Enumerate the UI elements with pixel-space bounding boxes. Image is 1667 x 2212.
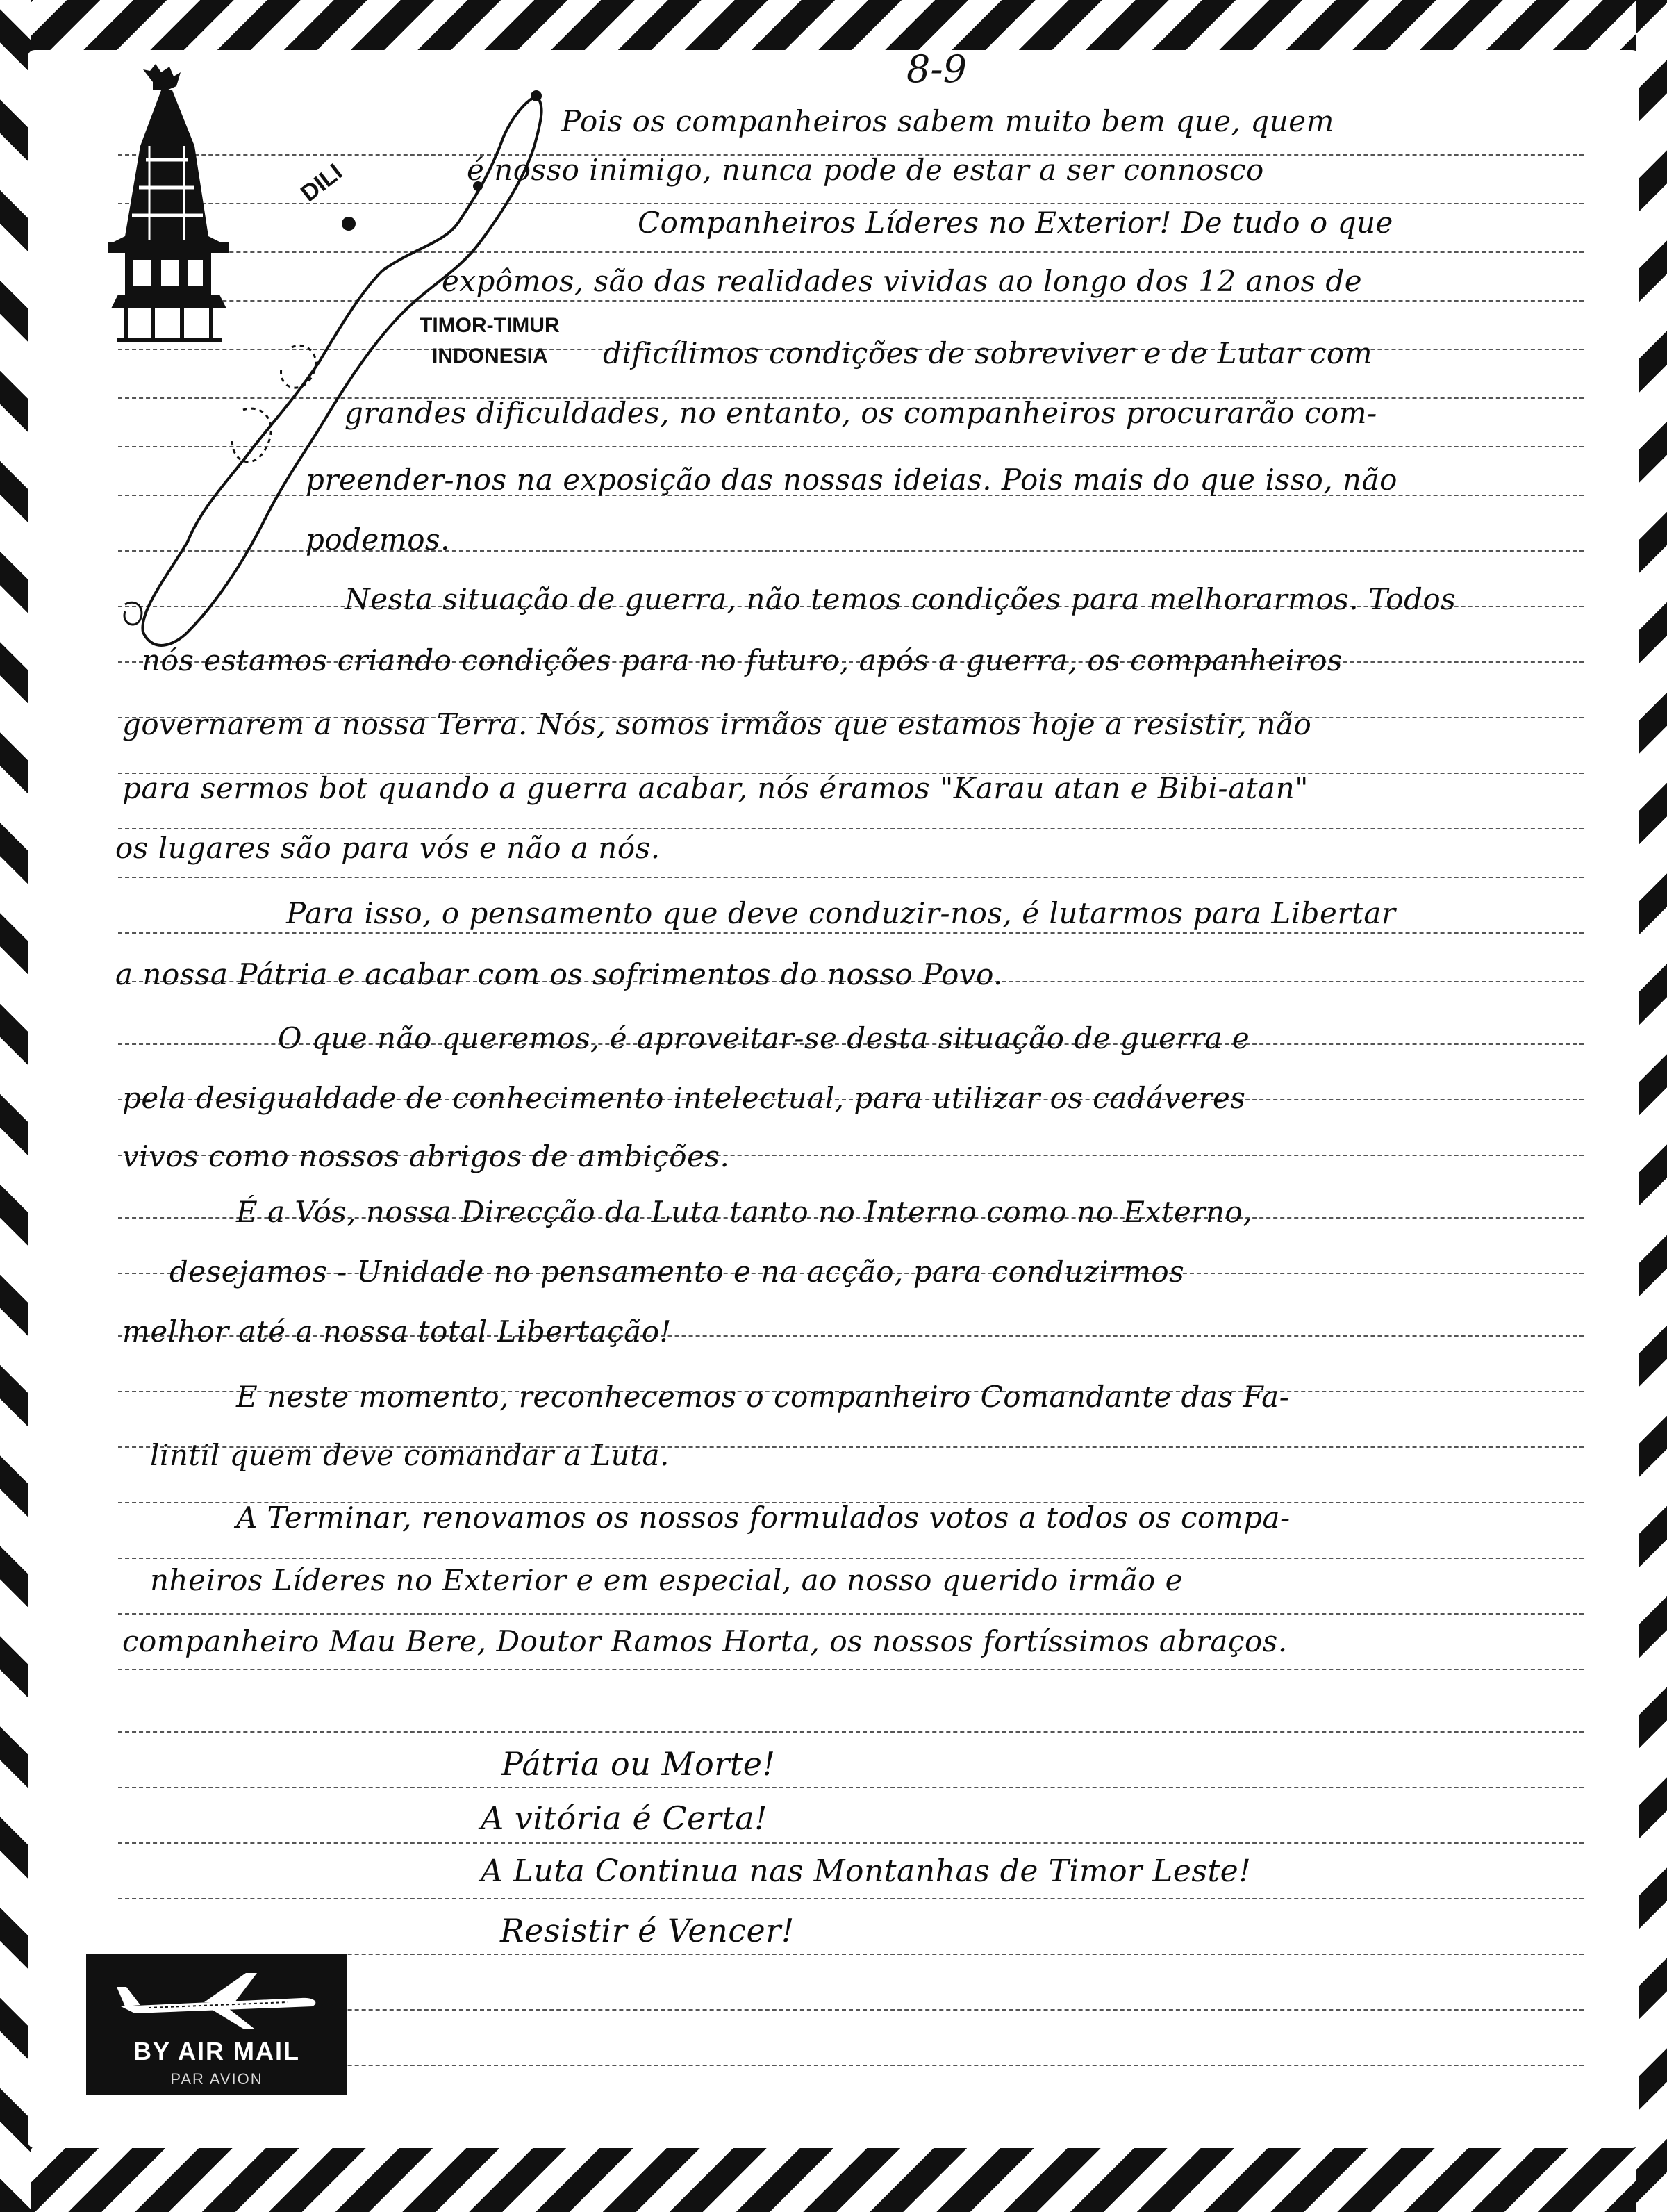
airplane-icon bbox=[107, 1966, 326, 2033]
letter-line: desejamos - Unidade no pensamento e na acção, para conduzirmos bbox=[169, 1255, 1185, 1289]
letter-line: vivos como nossos abrigos de ambições. bbox=[122, 1139, 730, 1173]
letter-line: companheiro Mau Bere, Doutor Ramos Horta, os nossos fortíssimos abraços. bbox=[122, 1624, 1288, 1658]
letter-line: E neste momento, reconhecemos o companheiro Comandante das Fa- bbox=[236, 1380, 1290, 1414]
ruled-line bbox=[118, 1558, 1584, 1559]
letter-line: Para isso, o pensamento que deve conduzir-nos, é lutarmos para Libertar bbox=[286, 896, 1396, 930]
ruled-line bbox=[118, 932, 1584, 934]
page-number: 8-9 bbox=[906, 47, 967, 91]
letter-line: dificílimos condições de sobreviver e de Lutar com bbox=[603, 336, 1373, 370]
par-avion-text: PAR AVION bbox=[170, 2070, 263, 2088]
map-label-indonesia: INDONESIA bbox=[432, 345, 548, 368]
letter-line: os lugares são para vós e não a nós. bbox=[115, 831, 661, 865]
letter-line: expômos, são das realidades vividas ao longo dos 12 anos de bbox=[442, 264, 1363, 298]
letter-line: podemos. bbox=[306, 522, 450, 556]
letter-line: governarem a nossa Terra. Nós, somos irmãos que estamos hoje a resistir, não bbox=[122, 707, 1312, 741]
map-label-dili: DILI bbox=[296, 158, 348, 207]
ruled-line bbox=[118, 1842, 1584, 1844]
traditional-house-icon bbox=[108, 64, 229, 340]
airmail-border-right bbox=[1636, 0, 1667, 2212]
letter-line: para sermos bot quando a guerra acabar, nós éramos "Karau atan e Bibi-atan" bbox=[122, 771, 1309, 805]
closing-line: A vitória é Certa! bbox=[481, 1799, 768, 1837]
letter-line: Nesta situação de guerra, não temos condições para melhorarmos. Todos bbox=[345, 582, 1457, 616]
letter-line: preender-nos na exposição das nossas ideias. Pois mais do que isso, não bbox=[306, 463, 1398, 497]
ruled-line bbox=[118, 1787, 1584, 1788]
closing-line: A Luta Continua nas Montanhas de Timor Leste! bbox=[481, 1854, 1252, 1889]
letter-line: Companheiros Líderes no Exterior! De tudo o que bbox=[638, 206, 1393, 240]
airmail-border-bottom bbox=[0, 2147, 1667, 2212]
letter-line: nheiros Líderes no Exterior e em especial, ao nosso querido irmão e bbox=[150, 1563, 1184, 1597]
ruled-line bbox=[118, 1613, 1584, 1615]
map-label-timor-timur: TIMOR-TIMUR bbox=[420, 314, 560, 337]
closing-line: Pátria ou Morte! bbox=[501, 1745, 776, 1783]
letter-line: a nossa Pátria e acabar com os sofrimentos do nosso Povo. bbox=[115, 957, 1004, 991]
ruled-line bbox=[118, 877, 1584, 878]
airmail-border-top bbox=[0, 0, 1667, 56]
ruled-line bbox=[118, 1731, 1584, 1733]
letter-line: O que não queremos, é aproveitar-se desta situação de guerra e bbox=[278, 1021, 1250, 1055]
air-mail-text: BY AIR MAIL bbox=[133, 2037, 300, 2065]
letter-line: lintil quem deve comandar a Luta. bbox=[150, 1438, 670, 1472]
letter-line: nós estamos criando condições para no futuro, após a guerra, os companheiros bbox=[142, 643, 1343, 677]
ruled-line bbox=[118, 1669, 1584, 1670]
letter-line: Pois os companheiros sabem muito bem que, quem bbox=[561, 104, 1334, 138]
airmail-border-left bbox=[0, 0, 31, 2212]
ruled-line bbox=[118, 1898, 1584, 1899]
letter-line: pela desigualdade de conhecimento intelectual, para utilizar os cadáveres bbox=[122, 1081, 1246, 1115]
letter-line: é nosso inimigo, nunca pode de estar a ser connosco bbox=[467, 153, 1264, 187]
closing-line: Resistir é Vencer! bbox=[500, 1912, 795, 1949]
air-mail-label bbox=[86, 1954, 347, 2095]
letter-line: melhor até a nossa total Libertação! bbox=[122, 1314, 672, 1348]
letter-line: É a Vós, nossa Direcção da Luta tanto no Interno como no Externo, bbox=[236, 1195, 1253, 1229]
letter-line: A Terminar, renovamos os nossos formulados votos a todos os compa- bbox=[236, 1501, 1291, 1535]
ruled-line bbox=[118, 828, 1584, 830]
letter-line: grandes dificuldades, no entanto, os companheiros procurarão com- bbox=[345, 396, 1377, 430]
